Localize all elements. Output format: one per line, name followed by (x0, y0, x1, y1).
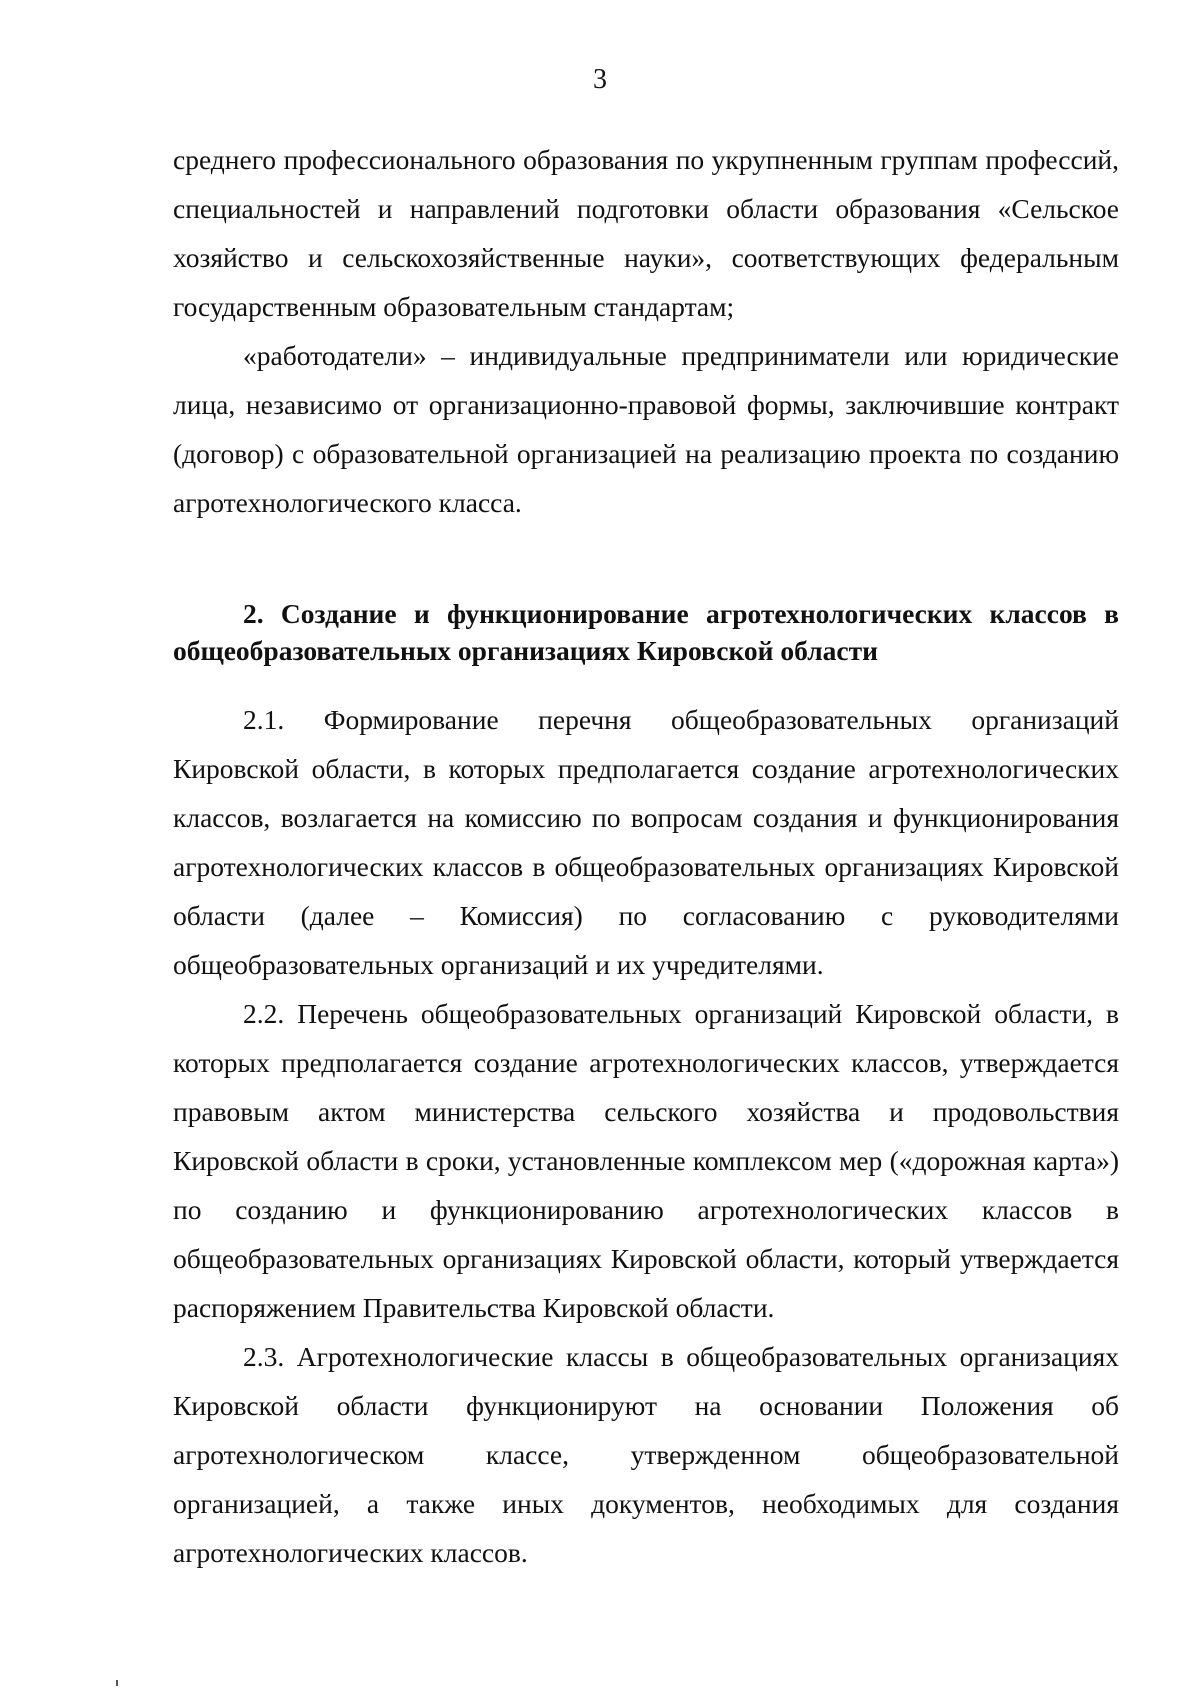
paragraph-definition-continuation: среднего профессионального образования по укрупненным группам профессий, специальностей и направлений подготовки области образования «Сельское хозяйство и сельскохозяйственные науки», соответствующих федеральным государственным образовательным стандартам; (173, 144, 1119, 322)
clause-2-2: 2.2. Перечень общеобразовательных организаций Кировской области, в которых предполагается создание агротехнологических классов, утверждается правовым актом министерства сельского хозяйства и продовольствия Кировской области в сроки, установленные комплексом мер («дорожная карта») по созданию и функционированию агротехнологических классов в общеобразовательных организациях Кировской области, который утверждается распоряжением Правительства Кировской области. (173, 998, 1119, 1323)
scan-mark (116, 1680, 118, 1686)
page-number: 3 (593, 64, 607, 95)
clause-2-3: 2.3. Агротехнологические классы в общеобразовательных организациях Кировской области функционируют на основании Положения об агротехнологическом классе, утвержденном общеобразовательной организацией, а также иных документов, необходимых для создания агротехнологических классов. (173, 1341, 1119, 1568)
clause-2-1: 2.1. Формирование перечня общеобразовательных организаций Кировской области, в которых предполагается создание агротехнологических классов, возлагается на комиссию по вопросам создания и функционирования агротехнологических классов в общеобразовательных организациях Кировской области (далее – Комиссия) по согласованию с руководителями общеобразовательных организаций и их учредителями. (173, 704, 1119, 980)
document-body (173, 135, 1119, 1577)
section-heading: 2. Создание и функционирование агротехнологических классов в общеобразовательных организациях Кировской области (173, 598, 1119, 666)
paragraph-definition-employers: «работодатели» – индивидуальные предприниматели или юридические лица, независимо от организационно-правовой формы, заключившие контракт (договор) с образовательной организацией на реализацию проекта по созданию агротехнологического класса. (173, 340, 1119, 518)
